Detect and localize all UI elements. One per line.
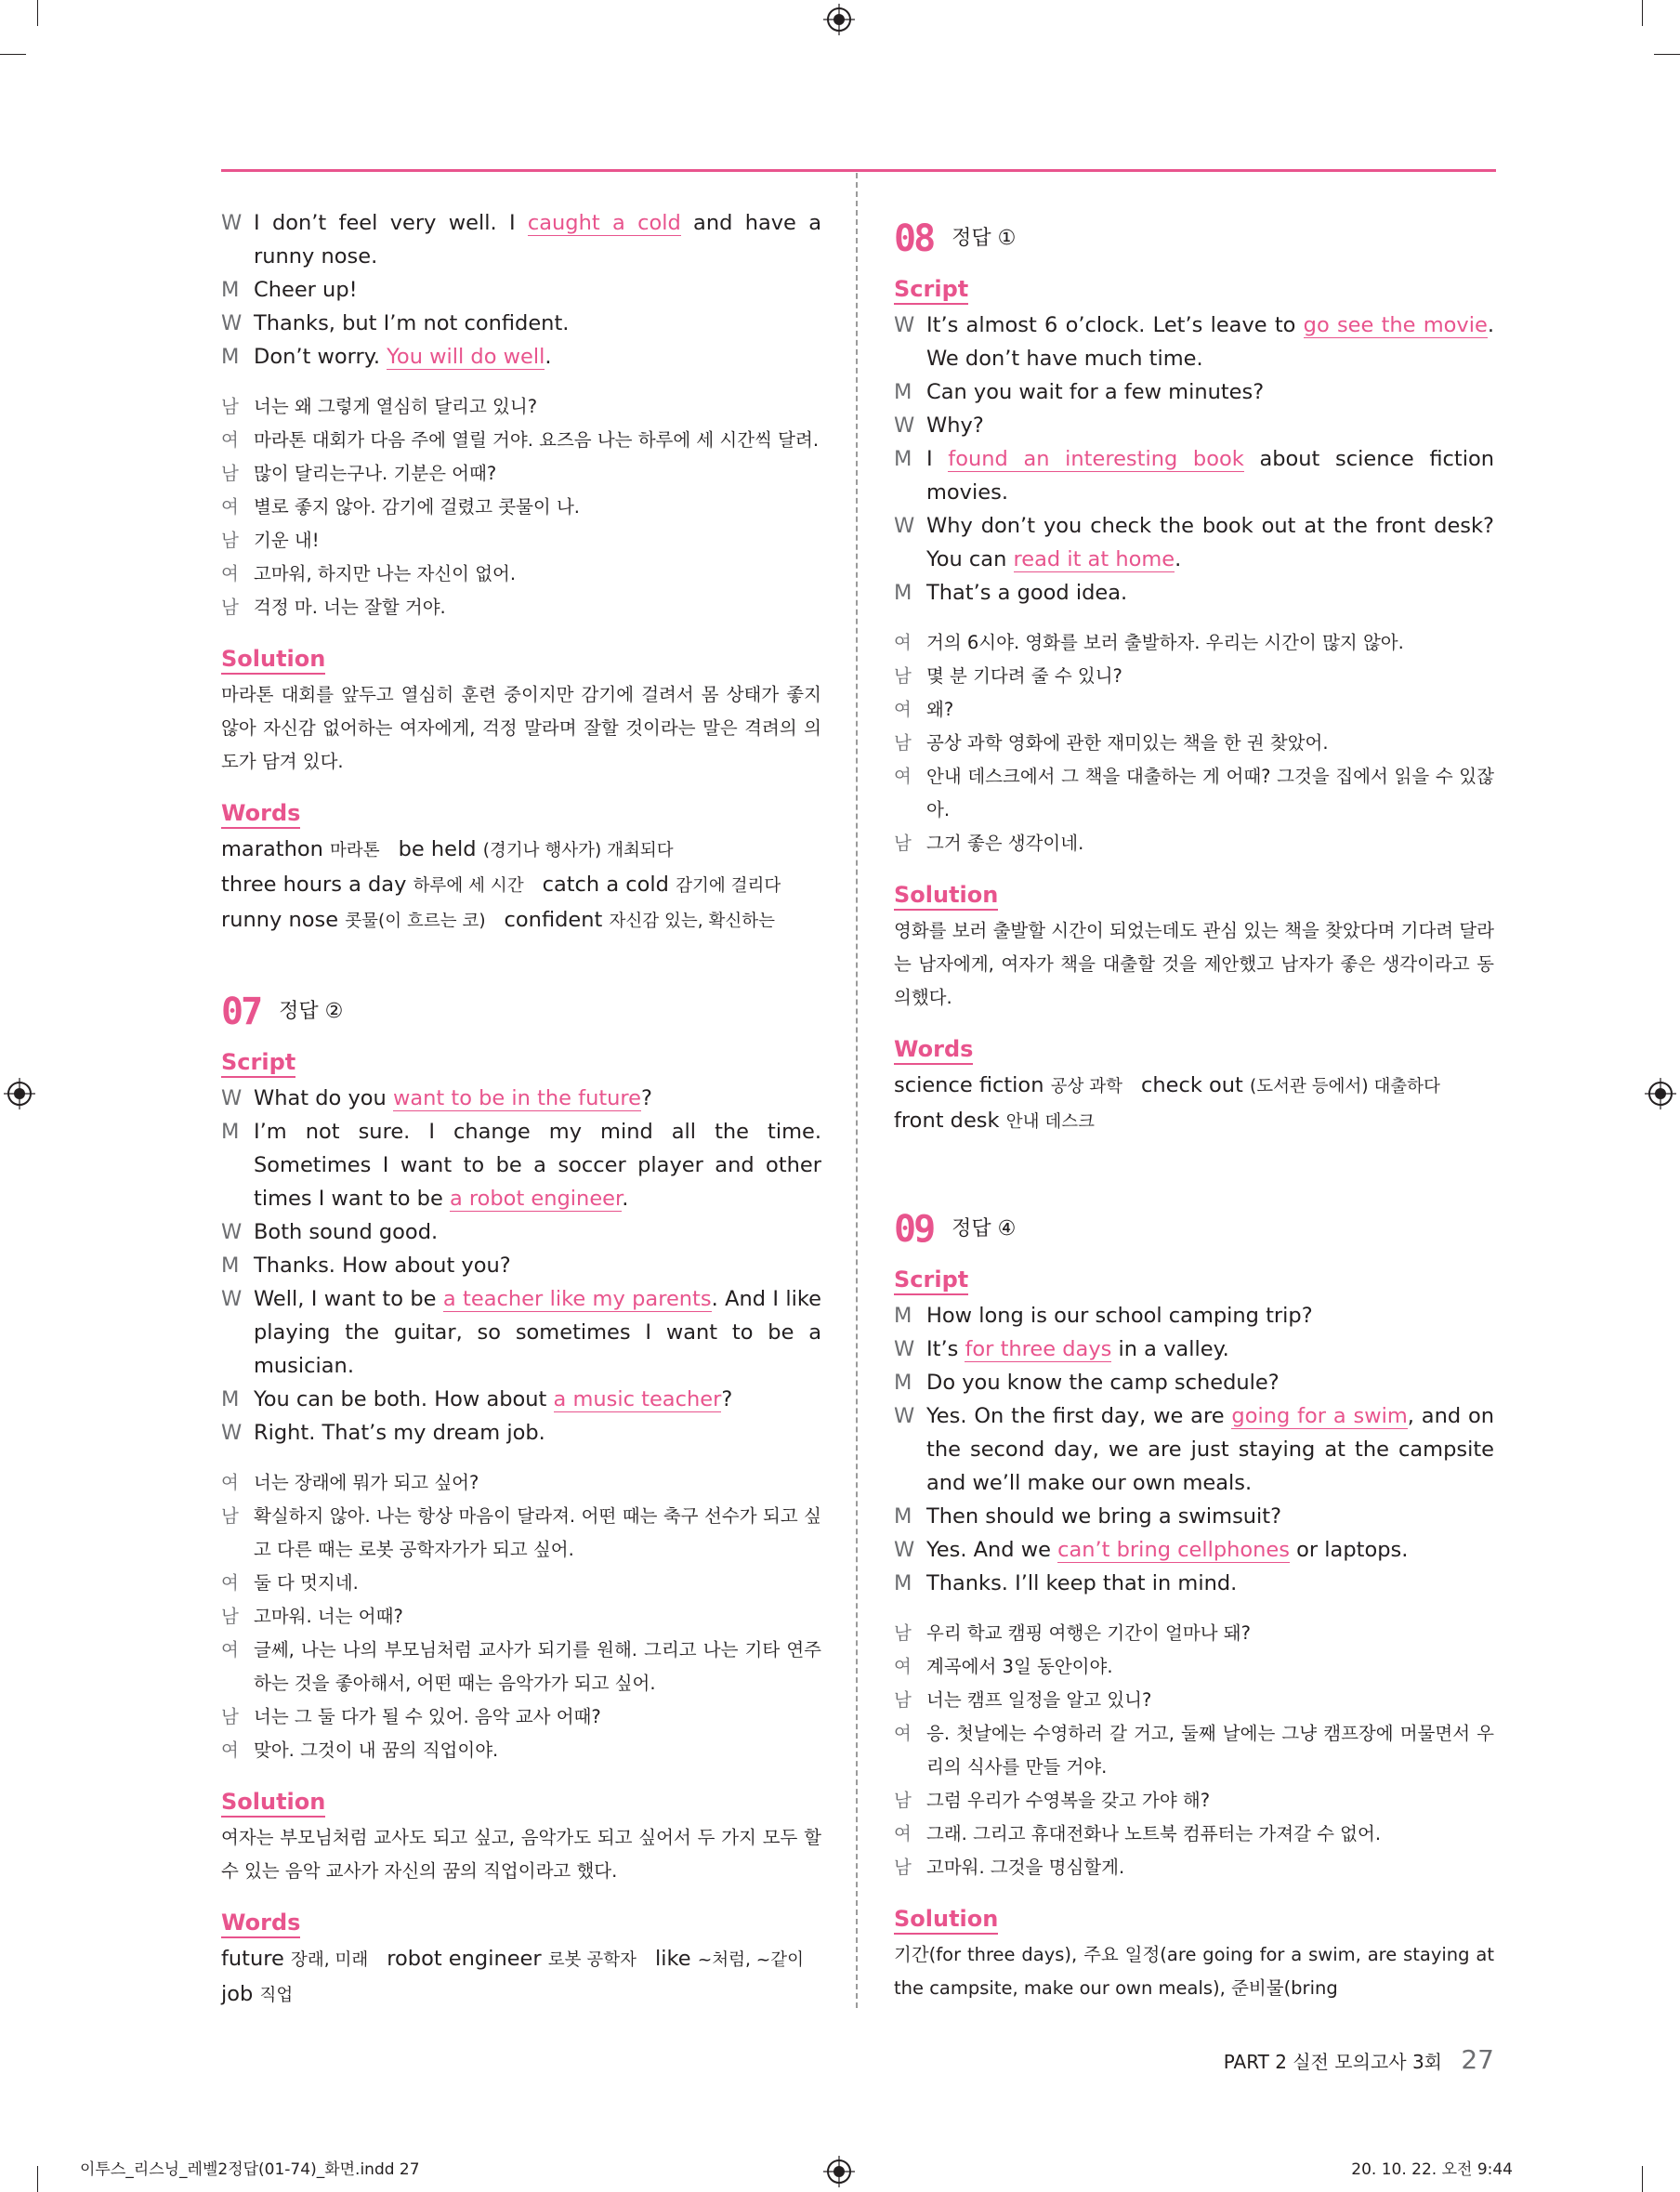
crop-mark bbox=[37, 2166, 38, 2192]
line-text: Well, I want to be a teacher like my parents. And I like playing the guitar, so sometimes I want to be a musician. bbox=[254, 1287, 822, 1378]
q09-dialogue bbox=[894, 1299, 1494, 1600]
line-text: 거의 6시야. 영화를 보러 출발하자. 우리는 시간이 많지 않아. bbox=[926, 632, 1404, 653]
translation-line bbox=[894, 693, 1494, 727]
dialogue-line bbox=[221, 206, 821, 273]
dialogue-line bbox=[894, 1399, 1494, 1500]
q06-words-heading: Words bbox=[221, 799, 300, 829]
key-phrase: read it at home bbox=[1013, 547, 1175, 571]
line-text: 둘 다 멋지네. bbox=[254, 1572, 359, 1594]
top-rule bbox=[221, 169, 1496, 172]
line-text: Then should we bring a swimsuit? bbox=[926, 1504, 1282, 1529]
line-text: 기운 내! bbox=[254, 530, 320, 551]
translation-line bbox=[894, 1717, 1494, 1784]
key-phrase: for three days bbox=[965, 1337, 1112, 1361]
translation-line bbox=[221, 1466, 821, 1500]
crop-mark bbox=[37, 0, 38, 26]
crop-mark bbox=[1642, 2166, 1643, 2192]
word-row bbox=[221, 1942, 821, 1977]
speaker-label: W bbox=[221, 1086, 243, 1110]
speaker-label: 남 bbox=[221, 1606, 239, 1627]
word-entry: three hours a day 하루에 세 시간 bbox=[221, 873, 524, 897]
crop-mark bbox=[1654, 54, 1680, 55]
question-number: 07 bbox=[221, 991, 261, 1033]
speaker-label: M bbox=[221, 278, 240, 302]
speaker-label: W bbox=[221, 1287, 243, 1311]
column-divider bbox=[856, 173, 858, 2008]
q06-solution-heading: Solution bbox=[221, 645, 325, 675]
translation-line bbox=[221, 1700, 821, 1734]
word-entry: job 직업 bbox=[221, 1982, 294, 2006]
speaker-label: 남 bbox=[894, 1622, 912, 1644]
translation-line bbox=[894, 1818, 1494, 1851]
q06-solution-text: 마라톤 대회를 앞두고 열심히 훈련 중이지만 감기에 걸려서 몸 상태가 좋지 않아 자신감 없어하는 여자에게, 걱정 말라며 잘할 것이라는 말은 격려의 의도가 담겨 있다. bbox=[221, 684, 821, 772]
line-text: 너는 캠프 일정을 알고 있니? bbox=[926, 1689, 1152, 1711]
dialogue-line bbox=[221, 1383, 821, 1416]
word-entry: confident 자신감 있는, 확신하는 bbox=[504, 908, 775, 932]
translation-line bbox=[894, 727, 1494, 760]
speaker-label: 여 bbox=[221, 1572, 239, 1594]
speaker-label: W bbox=[894, 1337, 915, 1361]
word-row bbox=[894, 1104, 1494, 1139]
line-text: I don’t feel very well. I caught a cold and have a runny nose. bbox=[254, 211, 821, 269]
key-phrase: going for a swim bbox=[1231, 1404, 1408, 1428]
speaker-label: W bbox=[894, 1538, 915, 1562]
speaker-label: 남 bbox=[221, 1706, 239, 1727]
q08-solution-heading: Solution bbox=[894, 881, 998, 911]
line-text: 확실하지 않아. 나는 항상 마음이 달라져. 어떤 때는 축구 선수가 되고 싶고 다른 때는 로봇 공학자가가 되고 싶어. bbox=[254, 1505, 821, 1560]
word-entry: like ~처럼, ~같이 bbox=[655, 1947, 805, 1971]
speaker-label: 남 bbox=[221, 530, 239, 551]
line-text: I found an interesting book about science fiction movies. bbox=[926, 447, 1494, 505]
line-text: Yes. On the first day, we are going for a swim, and on the second day, we are just staying at the campsite and we’ll make our own meals. bbox=[926, 1404, 1494, 1495]
dialogue-line bbox=[894, 375, 1494, 409]
left-column bbox=[221, 206, 821, 2013]
word-entry: check out (도서관 등에서) 대출하다 bbox=[1140, 1073, 1440, 1097]
speaker-label: 남 bbox=[894, 732, 912, 754]
key-phrase: found an interesting book bbox=[948, 447, 1244, 471]
line-text: 많이 달리는구나. 기분은 어때? bbox=[254, 463, 497, 484]
line-text: Thanks, but I’m not confident. bbox=[254, 311, 570, 335]
translation-line bbox=[894, 1784, 1494, 1818]
section-title: PART 2 실전 모의고사 3회 bbox=[1223, 2051, 1442, 2073]
translation-line bbox=[221, 1500, 821, 1567]
dialogue-line bbox=[894, 576, 1494, 610]
registration-mark-icon bbox=[1645, 1078, 1676, 1109]
speaker-label: 남 bbox=[221, 1505, 239, 1527]
speaker-label: 여 bbox=[894, 699, 912, 720]
dialogue-line bbox=[894, 1366, 1494, 1399]
line-text: 걱정 마. 너는 잘할 거야. bbox=[254, 597, 446, 618]
speaker-label: M bbox=[221, 1387, 240, 1411]
registration-mark-icon bbox=[4, 1078, 35, 1109]
translation-line bbox=[221, 591, 821, 624]
dialogue-line bbox=[221, 1416, 821, 1450]
speaker-label: 여 bbox=[221, 1472, 239, 1493]
line-text: That’s a good idea. bbox=[926, 581, 1128, 605]
dialogue-line bbox=[221, 1082, 821, 1115]
dialogue-line bbox=[894, 1533, 1494, 1567]
speaker-label: 남 bbox=[894, 1857, 912, 1878]
speaker-label: 남 bbox=[221, 396, 239, 417]
slug-timestamp: 20. 10. 22. 오전 9:44 bbox=[1351, 2160, 1513, 2179]
translation-line bbox=[894, 1684, 1494, 1717]
word-entry: marathon 마라톤 bbox=[221, 837, 380, 861]
line-text: 글쎄, 나는 나의 부모님처럼 교사가 되기를 원해. 그리고 나는 기타 연주하는 것을 좋아해서, 어떤 때는 음악가가 되고 싶어. bbox=[254, 1639, 821, 1694]
dialogue-line bbox=[221, 273, 821, 307]
line-text: 너는 왜 그렇게 열심히 달리고 있니? bbox=[254, 396, 538, 417]
line-text: Both sound good. bbox=[254, 1220, 439, 1244]
question-number: 09 bbox=[894, 1208, 934, 1251]
q07-solution-heading: Solution bbox=[221, 1788, 325, 1818]
speaker-label: W bbox=[894, 514, 915, 538]
q08-solution-text: 영화를 보러 출발할 시간이 되었는데도 관심 있는 책을 찾았다며 기다려 달라는 남자에게, 여자가 책을 대출할 것을 제안했고 남자가 좋은 생각이라고 동의했다. bbox=[894, 920, 1494, 1008]
translation-line bbox=[894, 1617, 1494, 1650]
key-phrase: a robot engineer bbox=[449, 1187, 623, 1211]
dialogue-line bbox=[894, 509, 1494, 576]
dialogue-line bbox=[221, 1282, 821, 1383]
line-text: It’s for three days in a valley. bbox=[926, 1337, 1229, 1361]
key-phrase: a music teacher bbox=[553, 1387, 722, 1411]
speaker-label: 남 bbox=[221, 597, 239, 618]
q08-words bbox=[894, 1069, 1494, 1139]
speaker-label: 남 bbox=[894, 665, 912, 687]
line-text: Right. That’s my dream job. bbox=[254, 1421, 545, 1445]
dialogue-line bbox=[221, 340, 821, 374]
speaker-label: 여 bbox=[221, 1739, 239, 1761]
line-text: How long is our school camping trip? bbox=[926, 1304, 1313, 1328]
translation-line bbox=[221, 491, 821, 524]
word-row bbox=[894, 1069, 1494, 1104]
translation-line bbox=[221, 558, 821, 591]
line-text: Thanks. How about you? bbox=[254, 1254, 511, 1278]
line-text: 너는 장래에 뭐가 되고 싶어? bbox=[254, 1472, 479, 1493]
q09-script-heading: Script bbox=[894, 1266, 968, 1295]
translation-line bbox=[221, 424, 821, 457]
line-text: 안내 데스크에서 그 책을 대출하는 게 어때? 그것을 집에서 읽을 수 있잖아. bbox=[926, 766, 1494, 820]
line-text: It’s almost 6 o’clock. Let’s leave to go see the movie. We don’t have much time. bbox=[926, 313, 1494, 371]
right-column bbox=[894, 206, 1494, 2005]
speaker-label: 남 bbox=[221, 463, 239, 484]
translation-line bbox=[221, 1600, 821, 1634]
speaker-label: M bbox=[894, 380, 912, 404]
line-text: 그럼 우리가 수영복을 갖고 가야 해? bbox=[926, 1790, 1211, 1811]
dialogue-line bbox=[894, 1299, 1494, 1332]
speaker-label: 남 bbox=[894, 1790, 912, 1811]
speaker-label: W bbox=[894, 413, 915, 438]
line-text: 응. 첫날에는 수영하러 갈 거고, 둘째 날에는 그냥 캠프장에 머물면서 우리의 식사를 만들 거야. bbox=[926, 1723, 1494, 1778]
speaker-label: M bbox=[894, 1304, 912, 1328]
page-footer bbox=[1224, 2044, 1494, 2075]
translation-line bbox=[221, 1734, 821, 1767]
q09-solution-heading: Solution bbox=[894, 1905, 998, 1935]
line-text: 그래. 그리고 휴대전화나 노트북 컴퓨터는 가져갈 수 없어. bbox=[926, 1823, 1382, 1844]
crop-mark bbox=[0, 54, 26, 55]
speaker-label: W bbox=[221, 1220, 243, 1244]
translation-line bbox=[894, 626, 1494, 660]
speaker-label: 여 bbox=[894, 1823, 912, 1844]
q07-header bbox=[221, 979, 821, 1044]
translation-line bbox=[894, 1851, 1494, 1884]
q07-translation bbox=[221, 1466, 821, 1767]
translation-line bbox=[221, 390, 821, 424]
line-text: 맞아. 그것이 내 꿈의 직업이야. bbox=[254, 1739, 499, 1761]
crop-mark bbox=[1642, 0, 1643, 26]
q06-dialogue bbox=[221, 206, 821, 374]
speaker-label: M bbox=[221, 1254, 240, 1278]
line-text: 고마워. 그것을 명심할게. bbox=[926, 1857, 1125, 1878]
translation-line bbox=[894, 827, 1494, 860]
key-phrase: go see the movie bbox=[1303, 313, 1488, 337]
registration-mark-icon bbox=[823, 4, 855, 35]
dialogue-line bbox=[894, 409, 1494, 442]
key-phrase: You will do well bbox=[387, 345, 545, 369]
key-phrase: can’t bring cellphones bbox=[1057, 1538, 1290, 1562]
word-entry: front desk 안내 데스크 bbox=[894, 1109, 1095, 1133]
q07-words-heading: Words bbox=[221, 1909, 300, 1938]
dialogue-line bbox=[894, 308, 1494, 375]
line-text: 우리 학교 캠핑 여행은 기간이 얼마나 돼? bbox=[926, 1622, 1251, 1644]
speaker-label: 여 bbox=[894, 1723, 912, 1744]
q09-translation bbox=[894, 1617, 1494, 1884]
speaker-label: 여 bbox=[221, 429, 239, 451]
word-row bbox=[221, 1977, 821, 2013]
speaker-label: M bbox=[894, 1371, 912, 1395]
speaker-label: 여 bbox=[221, 563, 239, 584]
word-entry: be held (경기나 행사가) 개최되다 bbox=[398, 837, 674, 861]
line-text: Why don’t you check the book out at the front desk? You can read it at home. bbox=[926, 514, 1494, 571]
line-text: You can be both. How about a music teacher? bbox=[254, 1387, 733, 1411]
page-number: 27 bbox=[1461, 2044, 1494, 2075]
dialogue-line bbox=[894, 1332, 1494, 1366]
dialogue-line bbox=[221, 307, 821, 340]
speaker-label: 여 bbox=[894, 766, 912, 787]
line-text: I’m not sure. I change my mind all the time. Sometimes I want to be a soccer player and other times I want to be a robot engineer. bbox=[254, 1120, 821, 1211]
speaker-label: 여 bbox=[894, 632, 912, 653]
q08-dialogue bbox=[894, 308, 1494, 610]
q09-solution-text: 기간(for three days), 주요 일정(are going for a swim, are staying at the campsite, make our own meals), 준비물(bring bbox=[894, 1944, 1494, 1999]
speaker-label: W bbox=[221, 211, 243, 235]
line-text: Why? bbox=[926, 413, 984, 438]
line-text: 계곡에서 3일 동안이야. bbox=[926, 1656, 1113, 1677]
line-text: Can you wait for a few minutes? bbox=[926, 380, 1265, 404]
line-text: 왜? bbox=[926, 699, 954, 720]
line-text: Thanks. I’ll keep that in mind. bbox=[926, 1571, 1238, 1595]
speaker-label: M bbox=[221, 1120, 240, 1144]
speaker-label: 여 bbox=[221, 1639, 239, 1660]
dialogue-line bbox=[221, 1115, 821, 1215]
question-number: 08 bbox=[894, 217, 934, 260]
q07-dialogue bbox=[221, 1082, 821, 1450]
q08-words-heading: Words bbox=[894, 1035, 973, 1065]
dialogue-line bbox=[894, 1500, 1494, 1533]
speaker-label: W bbox=[894, 1404, 915, 1428]
speaker-label: M bbox=[894, 1571, 912, 1595]
dialogue-line bbox=[894, 442, 1494, 509]
q08-translation bbox=[894, 626, 1494, 860]
key-phrase: caught a cold bbox=[527, 211, 681, 235]
translation-line bbox=[221, 1634, 821, 1700]
speaker-label: M bbox=[221, 345, 240, 369]
q08-header bbox=[894, 206, 1494, 271]
word-entry: runny nose 콧물(이 흐르는 코) bbox=[221, 908, 486, 932]
answer-label: 정답 ① bbox=[952, 227, 1017, 250]
speaker-label: 남 bbox=[894, 1689, 912, 1711]
answer-label: 정답 ④ bbox=[952, 1217, 1017, 1240]
translation-line bbox=[221, 524, 821, 558]
dialogue-line bbox=[894, 1567, 1494, 1600]
speaker-label: 여 bbox=[221, 496, 239, 518]
line-text: 공상 과학 영화에 관한 재미있는 책을 한 권 찾았어. bbox=[926, 732, 1329, 754]
speaker-label: M bbox=[894, 1504, 912, 1529]
line-text: 고마워. 너는 어때? bbox=[254, 1606, 403, 1627]
translation-line bbox=[894, 660, 1494, 693]
translation-line bbox=[894, 1650, 1494, 1684]
q07-solution-text: 여자는 부모님처럼 교사도 되고 싶고, 음악가도 되고 싶어서 두 가지 모두 할 수 있는 음악 교사가 자신의 꿈의 직업이라고 했다. bbox=[221, 1827, 821, 1882]
line-text: Cheer up! bbox=[254, 278, 358, 302]
speaker-label: 남 bbox=[894, 833, 912, 854]
q07-script-heading: Script bbox=[221, 1048, 295, 1078]
line-text: 마라톤 대회가 다음 주에 열릴 거야. 요즈음 나는 하루에 세 시간씩 달려. bbox=[254, 429, 820, 451]
line-text: 몇 분 기다려 줄 수 있니? bbox=[926, 665, 1122, 687]
word-entry: catch a cold 감기에 걸리다 bbox=[542, 873, 781, 897]
speaker-label: M bbox=[894, 447, 912, 471]
line-text: 별로 좋지 않아. 감기에 걸렸고 콧물이 나. bbox=[254, 496, 580, 518]
word-entry: future 장래, 미래 bbox=[221, 1947, 369, 1971]
key-phrase: a teacher like my parents bbox=[442, 1287, 712, 1311]
word-row bbox=[221, 903, 821, 938]
slug-file-info: 이투스_리스닝_레벨2정답(01-74)_화면.indd 27 bbox=[80, 2160, 420, 2179]
translation-line bbox=[221, 457, 821, 491]
line-text: 고마워, 하지만 나는 자신이 없어. bbox=[254, 563, 517, 584]
speaker-label: M bbox=[894, 581, 912, 605]
q09-header bbox=[894, 1197, 1494, 1262]
dialogue-line bbox=[221, 1215, 821, 1249]
word-row bbox=[221, 868, 821, 903]
translation-line bbox=[894, 760, 1494, 827]
registration-mark-icon bbox=[823, 2156, 855, 2187]
line-text: Don’t worry. You will do well. bbox=[254, 345, 552, 369]
translation-line bbox=[221, 1567, 821, 1600]
line-text: 그거 좋은 생각이네. bbox=[926, 833, 1084, 854]
speaker-label: W bbox=[221, 311, 243, 335]
line-text: 너는 그 둘 다가 될 수 있어. 음악 교사 어때? bbox=[254, 1706, 601, 1727]
line-text: What do you want to be in the future? bbox=[254, 1086, 652, 1110]
line-text: Do you know the camp schedule? bbox=[926, 1371, 1280, 1395]
speaker-label: W bbox=[894, 313, 915, 337]
line-text: Yes. And we can’t bring cellphones or laptops. bbox=[926, 1538, 1409, 1562]
speaker-label: W bbox=[221, 1421, 243, 1445]
key-phrase: want to be in the future bbox=[392, 1086, 642, 1110]
speaker-label: 여 bbox=[894, 1656, 912, 1677]
word-entry: robot engineer 로봇 공학자 bbox=[387, 1947, 637, 1971]
q08-script-heading: Script bbox=[894, 275, 968, 305]
word-row bbox=[221, 833, 821, 868]
dialogue-line bbox=[221, 1249, 821, 1282]
word-entry: science fiction 공상 과학 bbox=[894, 1073, 1122, 1097]
q06-translation bbox=[221, 390, 821, 624]
answer-label: 정답 ② bbox=[279, 1000, 344, 1023]
q06-words bbox=[221, 833, 821, 938]
q07-words bbox=[221, 1942, 821, 2013]
